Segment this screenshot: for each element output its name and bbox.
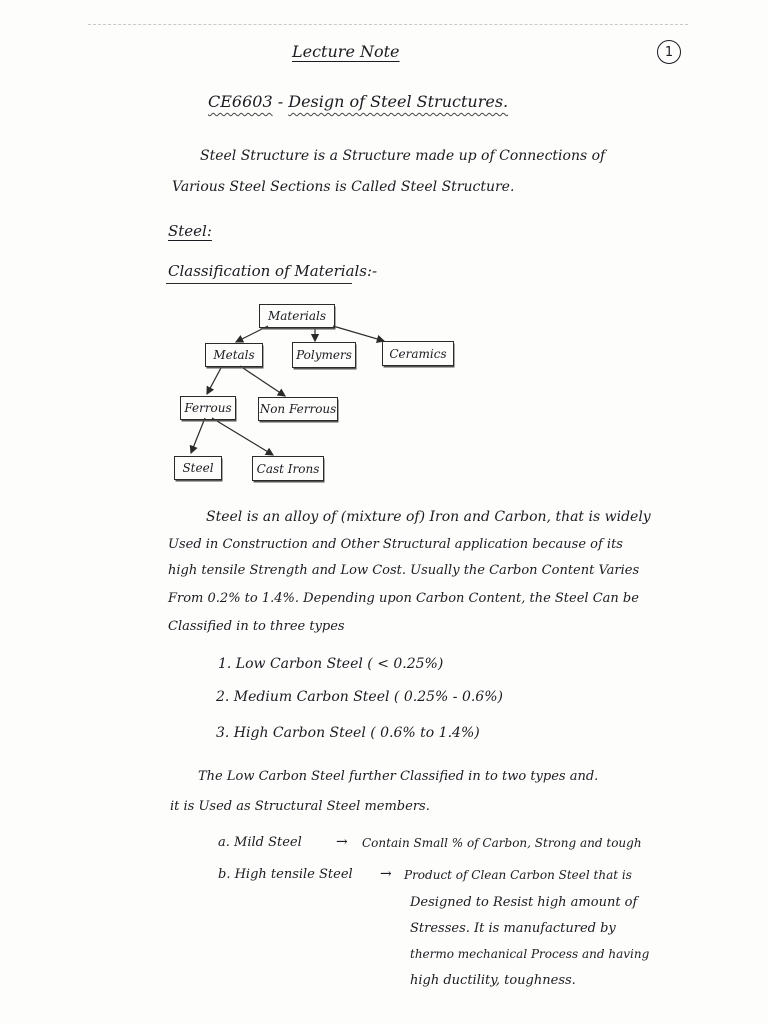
tree-node-ceramics: Ceramics bbox=[382, 341, 454, 366]
subtype-mild-arrow: → bbox=[336, 834, 348, 850]
subtype-hts-desc-4: thermo mechanical Process and having bbox=[410, 947, 650, 961]
edge-materials-metals bbox=[236, 326, 268, 342]
subtype-hts-desc-2: Designed to Resist high amount of bbox=[410, 895, 638, 910]
course-code: CE6603 bbox=[208, 92, 273, 111]
edge-metals-ferrous bbox=[207, 366, 222, 394]
type-item-high: 3. High Carbon Steel ( 0.6% to 1.4%) bbox=[216, 725, 480, 741]
tree-node-steel: Steel bbox=[174, 456, 222, 480]
edge-metals-nonferrous bbox=[240, 366, 285, 396]
subtype-mild-desc: Contain Small % of Carbon, Strong and tough bbox=[362, 836, 642, 850]
further-line-1: The Low Carbon Steel further Classified in to two types and. bbox=[198, 769, 599, 784]
subtype-hts-arrow: → bbox=[380, 866, 392, 882]
page-number: 1 bbox=[657, 40, 681, 64]
paragraph-line-2: Used in Construction and Other Structural application because of its bbox=[168, 537, 623, 552]
page-title: Lecture Note bbox=[292, 42, 400, 61]
course-title: Design of Steel Structures. bbox=[288, 92, 509, 111]
course-dash: - bbox=[277, 92, 284, 111]
intro-line-1: Steel Structure is a Structure made up of Connections of bbox=[200, 148, 606, 164]
tree-node-non-ferrous: Non Ferrous bbox=[258, 397, 338, 421]
type-item-medium: 2. Medium Carbon Steel ( 0.25% - 0.6%) bbox=[216, 689, 503, 705]
paragraph-line-3: high tensile Strength and Low Cost. Usually the Carbon Content Varies bbox=[168, 563, 640, 578]
subtype-hts-desc-5: high ductility, toughness. bbox=[410, 973, 576, 988]
tree-node-ferrous: Ferrous bbox=[180, 396, 236, 420]
tree-node-polymers: Polymers bbox=[292, 342, 356, 368]
edge-ferrous-castirons bbox=[212, 418, 273, 455]
tree-node-cast-irons: Cast Irons bbox=[252, 456, 324, 481]
tree-node-metals: Metals bbox=[205, 343, 263, 367]
paragraph-line-1: Steel is an alloy of (mixture of) Iron and Carbon, that is widely bbox=[206, 509, 651, 525]
subtype-hts-desc-3: Stresses. It is manufactured by bbox=[410, 921, 616, 936]
paragraph-line-5: Classified in to three types bbox=[168, 619, 345, 634]
further-line-2: it is Used as Structural Steel members. bbox=[170, 799, 430, 814]
subtype-hts-desc-1: Product of Clean Carbon Steel that is bbox=[404, 868, 632, 882]
subheading-classification: Classification of Materials:- bbox=[168, 262, 378, 280]
section-heading-steel: Steel: bbox=[168, 222, 212, 240]
edge-ferrous-steel bbox=[191, 418, 205, 453]
tree-node-materials: Materials bbox=[259, 304, 335, 328]
subtype-hts-label: b. High tensile Steel bbox=[218, 867, 353, 882]
paragraph-line-4: From 0.2% to 1.4%. Depending upon Carbon Content, the Steel Can be bbox=[168, 591, 639, 606]
subtype-mild-label: a. Mild Steel bbox=[218, 835, 302, 850]
type-item-low: 1. Low Carbon Steel ( < 0.25%) bbox=[218, 656, 444, 672]
edge-materials-ceramics bbox=[333, 326, 384, 341]
intro-line-2: Various Steel Sections is Called Steel Structure. bbox=[172, 179, 515, 195]
